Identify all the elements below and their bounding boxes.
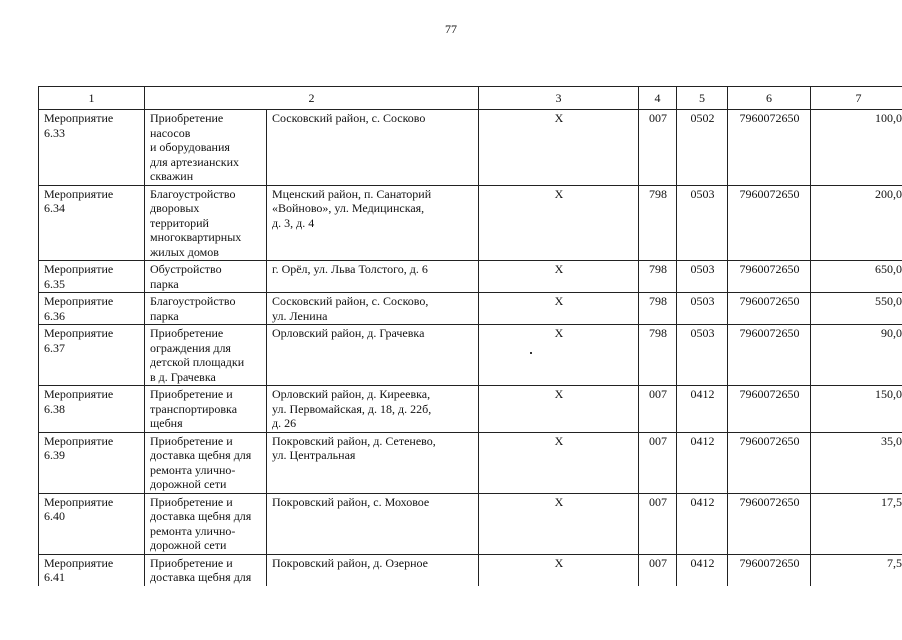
row-col6: 7960072650 [728,261,811,293]
table-row [39,293,902,325]
header-col-1: 1 [39,87,145,110]
row-col5: 0412 [677,493,728,554]
row-col4: 798 [639,185,677,261]
row-col7: 150,0 [811,386,902,433]
row-col6: 7960072650 [728,185,811,261]
row-col7: 200,0 [811,185,902,261]
row-id: Мероприятие 6.41 [39,554,145,586]
header-row [39,87,902,110]
row-col6: 7960072650 [728,493,811,554]
table-row [39,432,902,493]
row-col6: 7960072650 [728,554,811,586]
row-name: Приобретение насосов и оборудования для артезианских скважин [145,110,267,186]
row-id: Мероприятие 6.33 [39,110,145,186]
row-id: Мероприятие 6.34 [39,185,145,261]
row-col7: 17,5 [811,493,902,554]
table-row [39,386,902,433]
row-location: Орловский район, д. Киреевка, ул. Первомайская, д. 18, д. 22б, д. 26 [267,386,479,433]
header-col-5: 5 [677,87,728,110]
scan-speck [530,352,532,354]
row-col6: 7960072650 [728,432,811,493]
row-col3: X [479,185,639,261]
table-row [39,325,902,386]
row-col3: X [479,554,639,586]
row-name: Приобретение и транспортировка щебня [145,386,267,433]
row-id: Мероприятие 6.40 [39,493,145,554]
row-id: Мероприятие 6.35 [39,261,145,293]
row-col7: 100,0 [811,110,902,186]
row-location: Покровский район, д. Сетенево, ул. Центральная [267,432,479,493]
row-col7: 35,0 [811,432,902,493]
row-col4: 007 [639,386,677,433]
row-col7: 650,0 [811,261,902,293]
row-location: г. Орёл, ул. Льва Толстого, д. 6 [267,261,479,293]
row-col5: 0503 [677,293,728,325]
row-col6: 7960072650 [728,386,811,433]
row-col5: 0412 [677,554,728,586]
row-id: Мероприятие 6.38 [39,386,145,433]
row-col6: 7960072650 [728,325,811,386]
row-col4: 798 [639,325,677,386]
row-col3: X [479,493,639,554]
row-name: Приобретение и доставка щебня для ремонта улично- дорожной сети [145,432,267,493]
row-col5: 0412 [677,432,728,493]
row-id: Мероприятие 6.39 [39,432,145,493]
row-col3: X [479,110,639,186]
row-col7: 550,0 [811,293,902,325]
header-col-7: 7 [811,87,902,110]
row-col5: 0503 [677,185,728,261]
row-col3: X [479,293,639,325]
row-location: Орловский район, д. Грачевка [267,325,479,386]
page-number: 77 [445,22,457,36]
row-id: Мероприятие 6.37 [39,325,145,386]
row-name: Приобретение ограждения для детской площадки в д. Грачевка [145,325,267,386]
row-col4: 007 [639,554,677,586]
row-col6: 7960072650 [728,293,811,325]
row-col5: 0502 [677,110,728,186]
row-name: Приобретение и доставка щебня для ремонта улично- дорожной сети [145,493,267,554]
budget-table [38,86,902,586]
row-col5: 0412 [677,386,728,433]
row-col7: 90,0 [811,325,902,386]
table-row [39,493,902,554]
row-col7: 7,5 [811,554,902,586]
row-location: Покровский район, с. Моховое [267,493,479,554]
row-col3: X [479,386,639,433]
row-location: Покровский район, д. Озерное [267,554,479,586]
table-row [39,261,902,293]
row-name: Благоустройство дворовых территорий многоквартирных жилых домов [145,185,267,261]
table-row [39,185,902,261]
header-col-6: 6 [728,87,811,110]
table-row [39,554,902,586]
row-col4: 798 [639,261,677,293]
row-name: Обустройство парка [145,261,267,293]
row-col3: X [479,432,639,493]
header-col-3: 3 [479,87,639,110]
row-col5: 0503 [677,261,728,293]
row-col4: 007 [639,110,677,186]
row-col6: 7960072650 [728,110,811,186]
row-col3: X [479,261,639,293]
row-id: Мероприятие 6.36 [39,293,145,325]
row-location: Мценский район, п. Санаторий «Войново», ул. Медицинская, д. 3, д. 4 [267,185,479,261]
row-col3: X [479,325,639,386]
row-col4: 007 [639,432,677,493]
header-col-4: 4 [639,87,677,110]
row-name: Приобретение и доставка щебня для [145,554,267,586]
header-col-2: 2 [145,87,479,110]
row-location: Сосковский район, с. Сосково [267,110,479,186]
table-row [39,110,902,186]
row-col4: 007 [639,493,677,554]
row-name: Благоустройство парка [145,293,267,325]
row-col5: 0503 [677,325,728,386]
row-location: Сосковский район, с. Сосково, ул. Ленина [267,293,479,325]
row-col4: 798 [639,293,677,325]
